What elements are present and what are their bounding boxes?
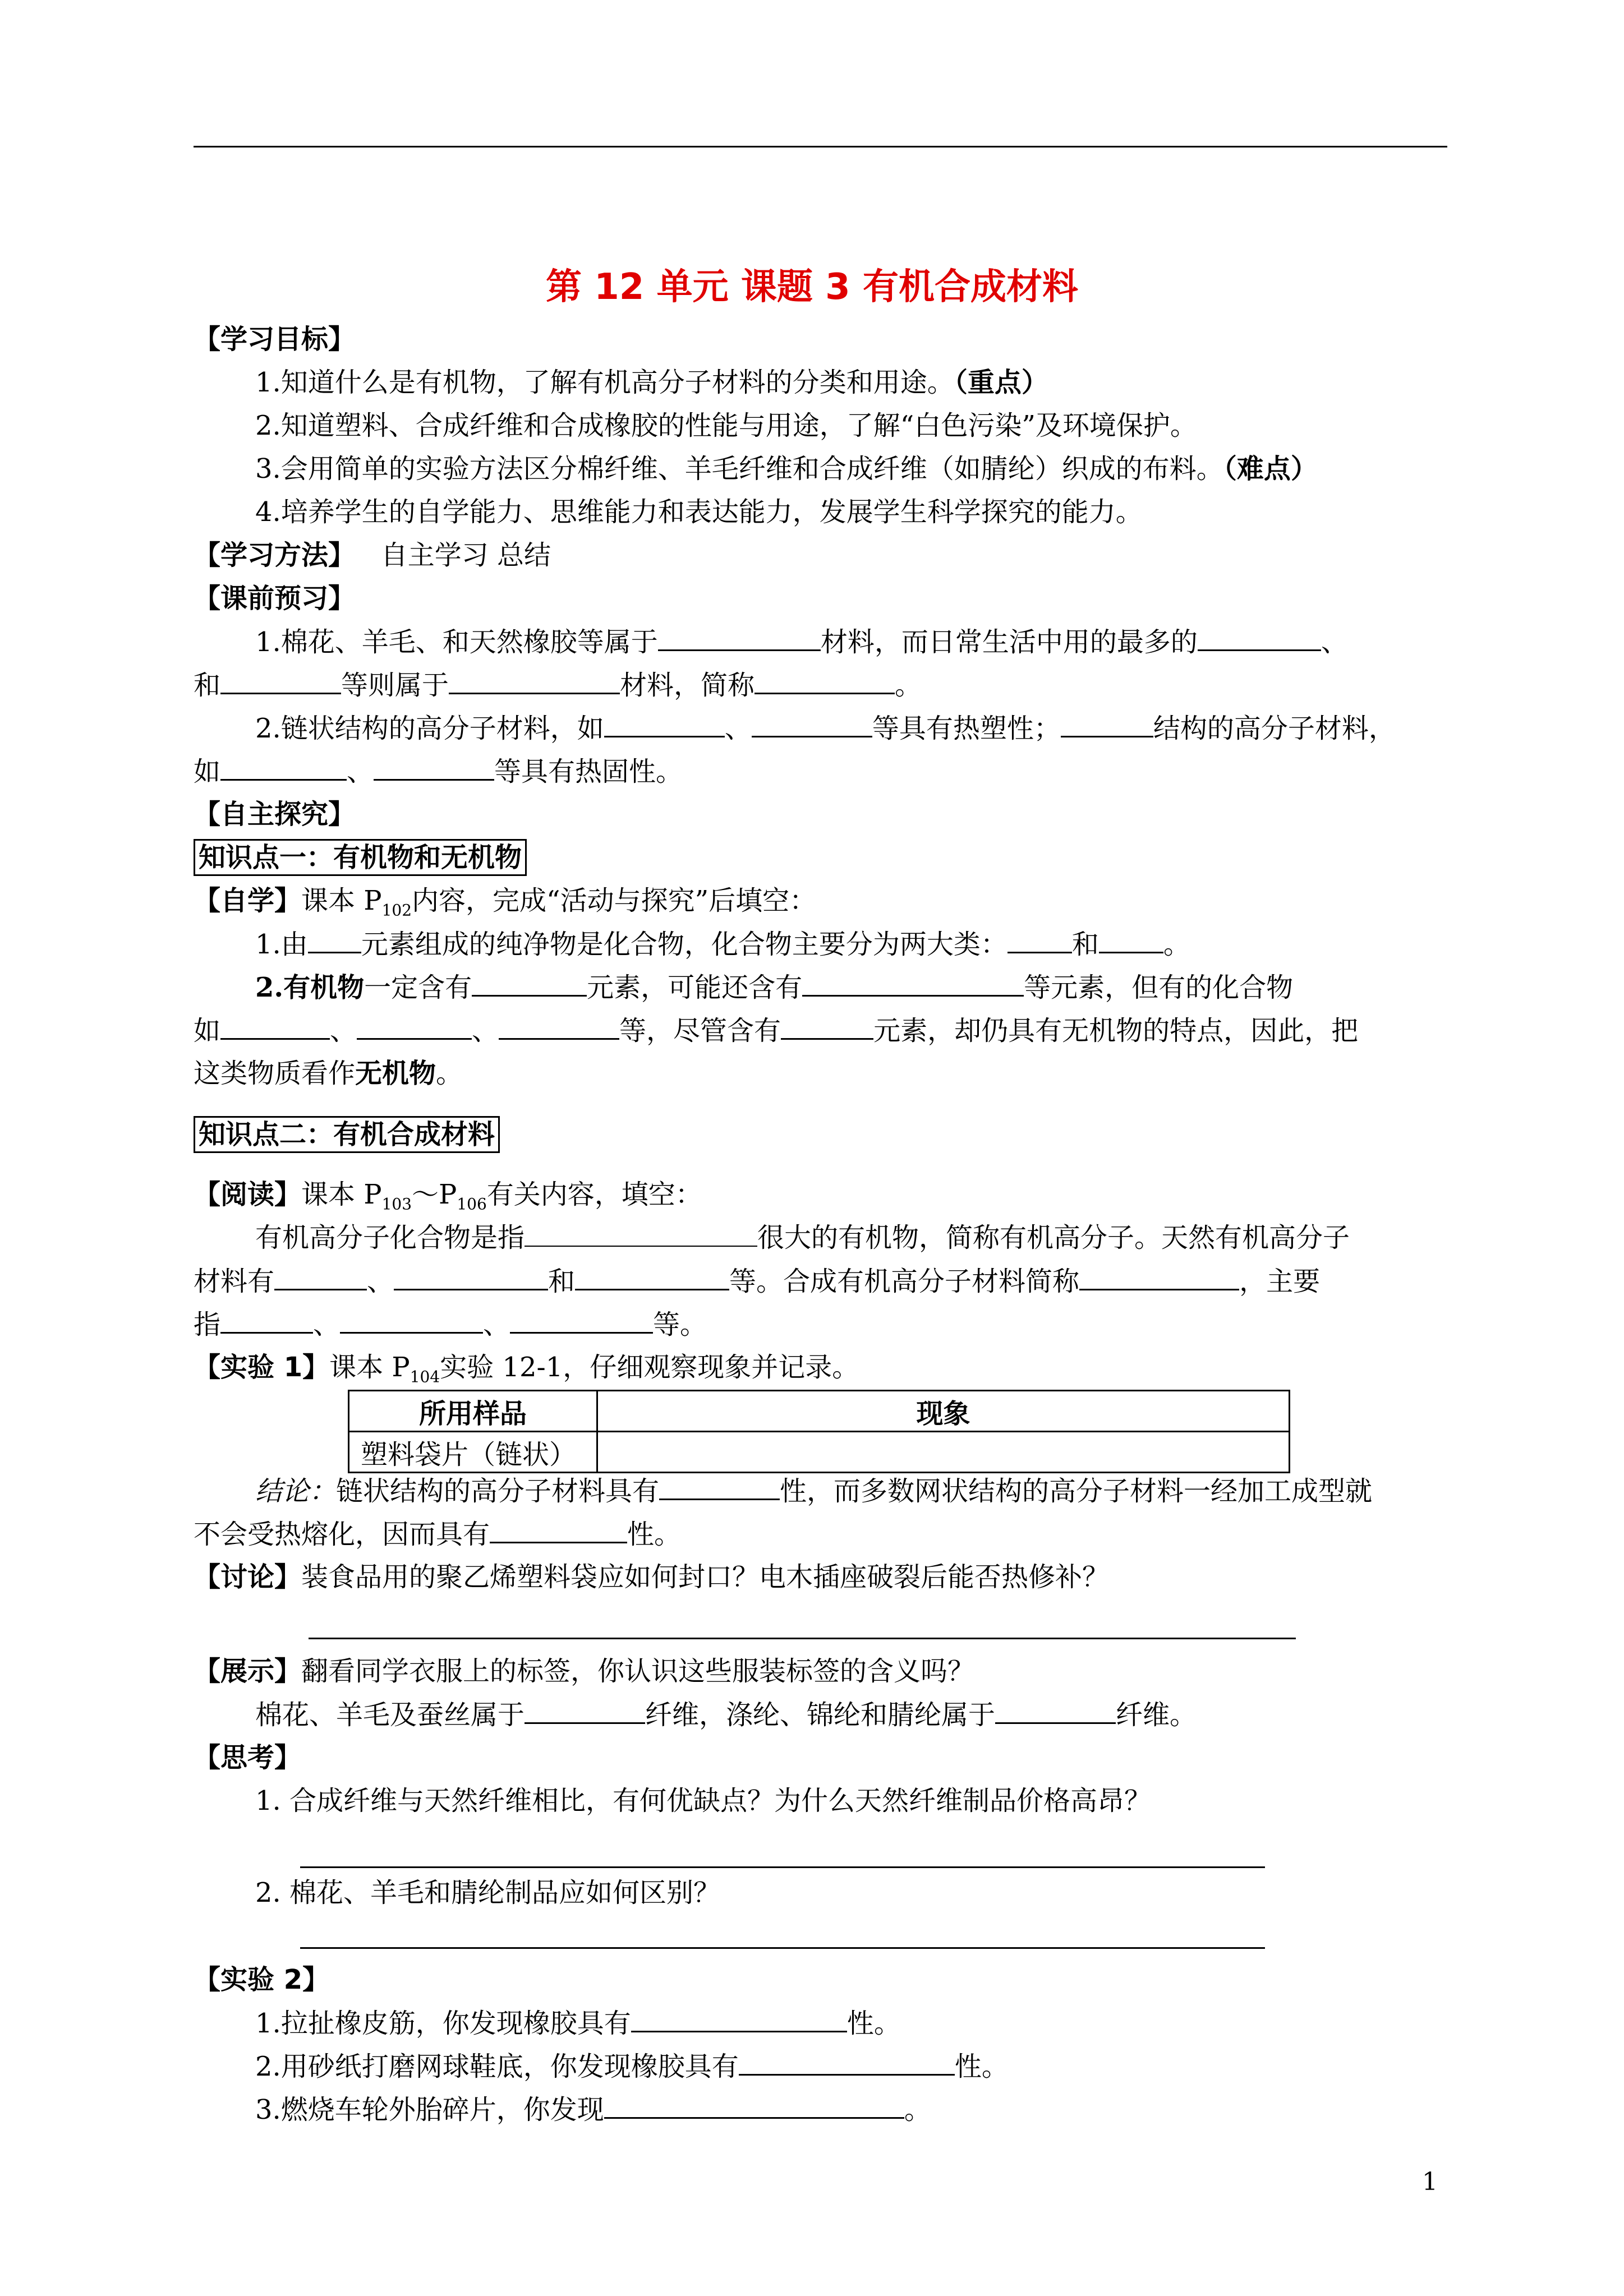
goals-heading: 【学习目标】 bbox=[194, 324, 356, 355]
method-line: 【学习方法】 自主学习 总结 bbox=[194, 540, 551, 571]
goal-2: 2.知道塑料、合成纤维和合成橡胶的性能与用途，了解“白色污染”及环境保护。 bbox=[255, 410, 1197, 441]
blank[interactable] bbox=[995, 1698, 1116, 1724]
answer-line[interactable] bbox=[300, 1947, 1265, 1949]
blank[interactable] bbox=[374, 754, 494, 781]
kp1-self-study: 【自学】课本 $P_{102}$内容，完成“活动与探究”后填空： bbox=[194, 885, 817, 920]
kp2-read: 【阅读】课本 $P_{103}\sim P_{106}$有关内容，填空： bbox=[194, 1179, 702, 1214]
preview-heading: 【课前预习】 bbox=[194, 583, 356, 614]
table-header-row bbox=[349, 1391, 1290, 1432]
blank[interactable] bbox=[575, 1264, 729, 1290]
blank[interactable] bbox=[802, 970, 1024, 997]
show-line: 【展示】翻看同学衣服上的标签，你认识这些服装标签的含义吗？ bbox=[194, 1656, 975, 1687]
blank[interactable] bbox=[490, 1517, 627, 1543]
preview-line-2: 和 等则属于 材料，简称 。 bbox=[194, 668, 922, 702]
kp1-line-2: 2.有机物一定含有 元素，可能还含有 等元素，但有的化合物 bbox=[255, 970, 1293, 1004]
blank[interactable] bbox=[394, 1264, 548, 1290]
read-tag: 【阅读】 bbox=[194, 1179, 302, 1210]
blank[interactable] bbox=[525, 1221, 757, 1247]
answer-line[interactable] bbox=[309, 1638, 1296, 1639]
page-number: 1 bbox=[1422, 2168, 1438, 2196]
page-title: 第 12 单元 课题 3 有机合成材料 bbox=[546, 266, 1078, 308]
kp1-box: 知识点一：有机物和无机物 bbox=[194, 839, 527, 876]
goal-3-tag: （难点） bbox=[1223, 453, 1318, 485]
kp1-line bbox=[194, 839, 527, 876]
explore-heading: 【自主探究】 bbox=[194, 799, 356, 830]
blank[interactable] bbox=[220, 1307, 313, 1334]
exp2-line-2: 2.用砂纸打磨网球鞋底，你发现橡胶具有 性。 bbox=[255, 2049, 1009, 2083]
discuss-tag: 【讨论】 bbox=[194, 1561, 302, 1593]
blank[interactable] bbox=[340, 1307, 483, 1334]
show-fill-line: 棉花、羊毛及蚕丝属于 纤维，涤纶、锦纶和腈纶属于 纤维。 bbox=[255, 1698, 1197, 1732]
blank[interactable] bbox=[1198, 625, 1321, 651]
blank[interactable] bbox=[220, 668, 341, 694]
goal-1-tag: （重点） bbox=[954, 367, 1048, 398]
exp2-heading: 【实验 2】 bbox=[194, 1964, 330, 1995]
blank[interactable] bbox=[781, 1013, 873, 1040]
blank[interactable] bbox=[604, 2092, 904, 2119]
kp2-line-2: 材料有 、 和 等。合成有机高分子材料简称 ，主要 bbox=[194, 1264, 1320, 1298]
blank[interactable] bbox=[274, 1264, 367, 1290]
kp2-line bbox=[194, 1116, 500, 1153]
blank[interactable] bbox=[752, 711, 872, 737]
exp1-tag: 【实验 1】 bbox=[194, 1352, 330, 1383]
kp2-line-1: 有机高分子化合物是指 很大的有机物，简称有机高分子。天然有机高分子 bbox=[255, 1222, 1350, 1253]
blank[interactable] bbox=[525, 1698, 645, 1724]
blank[interactable] bbox=[1061, 711, 1153, 737]
table-row bbox=[349, 1432, 1290, 1473]
goal-4: 4.培养学生的自学能力、思维能力和表达能力，发展学生科学探究的能力。 bbox=[255, 496, 1143, 528]
experiment-table bbox=[348, 1390, 1290, 1473]
blank[interactable] bbox=[1007, 927, 1072, 953]
exp2-line-3: 3.燃烧车轮外胎碎片，你发现 。 bbox=[255, 2092, 931, 2127]
blank[interactable] bbox=[499, 1013, 619, 1040]
kp2-line-3: 指 、 、 等。 bbox=[194, 1307, 707, 1341]
show-tag: 【展示】 bbox=[194, 1656, 302, 1687]
blank[interactable] bbox=[510, 1307, 653, 1334]
self-study-tag: 【自学】 bbox=[194, 885, 302, 916]
table-cell-phenomenon[interactable] bbox=[597, 1432, 1290, 1473]
table-header-sample: 所用样品 bbox=[349, 1391, 597, 1432]
exp1-conclusion-1: 结论：链状结构的高分子材料具有 性，而多数网状结构的高分子材料一经加工成型就 bbox=[255, 1474, 1372, 1508]
blank[interactable] bbox=[604, 711, 725, 737]
blank[interactable] bbox=[659, 1474, 780, 1500]
table-header-phenomenon: 现象 bbox=[597, 1391, 1290, 1432]
blank[interactable] bbox=[472, 970, 587, 997]
kp1-line-1: 1.由 元素组成的纯净物是化合物，化合物主要分为两大类： 和 。 bbox=[255, 927, 1190, 961]
goal-3: 3.会用简单的实验方法区分棉纤维、羊毛纤维和合成纤维（如腈纶）织成的布料。（难点） bbox=[255, 453, 1318, 485]
blank[interactable] bbox=[1099, 927, 1163, 953]
blank[interactable] bbox=[739, 2049, 955, 2076]
blank[interactable] bbox=[220, 1013, 330, 1040]
preview-line-4: 如 、 等具有热固性。 bbox=[194, 754, 683, 789]
goal-1: 1.知道什么是有机物，了解有机高分子材料的分类和用途。（重点） bbox=[255, 367, 1048, 398]
discuss-line: 【讨论】装食品用的聚乙烯塑料袋应如何封口？电木插座破裂后能否热修补？ bbox=[194, 1561, 1110, 1593]
blank[interactable] bbox=[220, 754, 347, 781]
blank[interactable] bbox=[449, 668, 620, 694]
table-cell-sample: 塑料袋片（链状） bbox=[349, 1432, 597, 1473]
blank[interactable] bbox=[308, 927, 361, 953]
answer-line[interactable] bbox=[300, 1866, 1265, 1868]
method-heading: 【学习方法】 bbox=[194, 540, 356, 571]
exp1-line: 【实验 1】课本 $P_{104}$实验 12-1，仔细观察现象并记录。 bbox=[194, 1352, 859, 1386]
think-heading: 【思考】 bbox=[194, 1742, 302, 1773]
blank[interactable] bbox=[1079, 1264, 1239, 1290]
blank[interactable] bbox=[658, 625, 821, 651]
preview-line-3: 2.链状结构的高分子材料，如 、 等具有热塑性； 结构的高分子材料， bbox=[255, 711, 1396, 745]
kp1-line-4: 这类物质看作无机物。 bbox=[194, 1058, 463, 1089]
blank[interactable] bbox=[357, 1013, 472, 1040]
header-rule bbox=[194, 146, 1447, 147]
preview-line-1: 1.棉花、羊毛、和天然橡胶等属于 材料，而日常生活中用的最多的 、 bbox=[255, 625, 1348, 659]
kp2-box: 知识点二：有机合成材料 bbox=[194, 1116, 500, 1153]
blank[interactable] bbox=[755, 668, 895, 694]
exp2-line-1: 1.拉扯橡皮筋，你发现橡胶具有 性。 bbox=[255, 2006, 901, 2040]
think-question-2: 2. 棉花、羊毛和腈纶制品应如何区别？ bbox=[255, 1877, 721, 1908]
think-question-1: 1. 合成纤维与天然纤维相比，有何优缺点？为什么天然纤维制品价格高昂？ bbox=[255, 1785, 1152, 1816]
kp1-line-3: 如 、 、 等，尽管含有 元素，却仍具有无机物的特点，因此，把 bbox=[194, 1013, 1358, 1048]
blank[interactable] bbox=[631, 2006, 847, 2032]
exp1-conclusion-2: 不会受热熔化，因而具有 性。 bbox=[194, 1517, 681, 1551]
